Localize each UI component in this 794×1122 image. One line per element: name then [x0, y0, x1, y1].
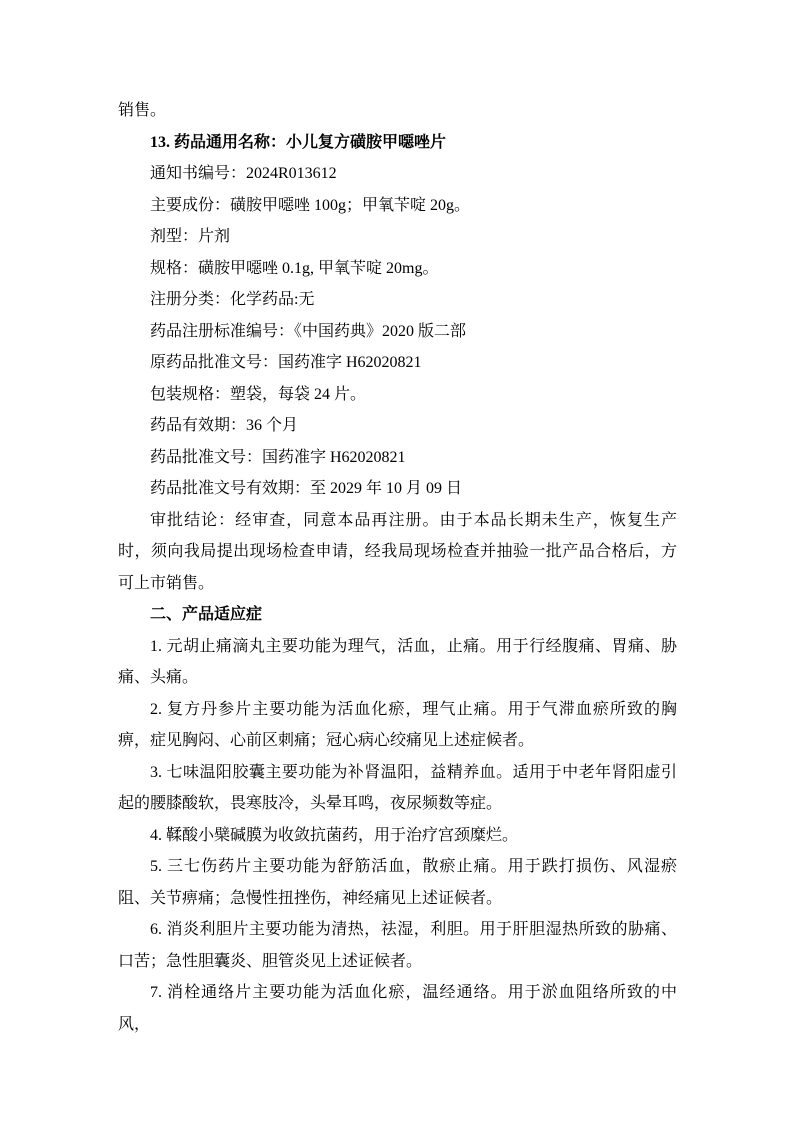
- indication-item-4: 4. 鞣酸小檗碱膜为收敛抗菌药，用于治疗宫颈糜烂。: [150, 826, 519, 844]
- section2-heading-indications: 二、产品适应症: [150, 606, 263, 623]
- field-specification: 规格：磺胺甲噁唑 0.1g, 甲氧苄啶 20mg。: [150, 259, 439, 277]
- field-approval-number: 药品批准文号：国药准字 H62020821: [150, 448, 406, 466]
- field-main-ingredients: 主要成份：磺胺甲噁唑 100g；甲氧苄啶 20g。: [150, 196, 471, 214]
- field-original-approval-number: 原药品批准文号：国药准字 H62020821: [150, 354, 422, 371]
- field-approval-number-validity: 药品批准文号有效期：至 2029 年 10 月 09 日: [150, 480, 463, 497]
- field-dosage-form: 剂型：片剂: [150, 228, 231, 245]
- continuation-line-sale: 销售。: [118, 102, 167, 119]
- indication-item-7: 7. 消栓通络片主要功能为活血化瘀，温经通络。用于淤血阻络所致的中风，: [118, 984, 677, 1033]
- field-drug-validity-period: 药品有效期：36 个月: [150, 417, 299, 434]
- field-package-specification: 包装规格：塑袋，每袋 24 片。: [150, 385, 367, 403]
- field-notice-number: 通知书编号：2024R013612: [150, 165, 337, 182]
- drug13-generic-name-heading: 13. 药品通用名称：小儿复方磺胺甲噁唑片: [150, 133, 447, 151]
- field-registration-category: 注册分类：化学药品:无: [150, 291, 315, 308]
- indication-item-3: 3. 七味温阳胶囊主要功能为补肾温阳，益精养血。适用于中老年肾阳虚引起的腰膝酸软，畏寒肢冷，头晕耳鸣，夜尿频数等症。: [118, 763, 677, 812]
- field-registration-standard-number: 药品注册标准编号：《中国药典》2020 版二部: [150, 322, 467, 340]
- indication-item-5: 5. 三七伤药片主要功能为舒筋活血，散瘀止痛。用于跌打损伤、风湿瘀阻、关节痹痛；急慢性扭挫伤，神经痛见上述证候者。: [118, 858, 677, 907]
- approval-conclusion-paragraph: 审批结论：经审查，同意本品再注册。由于本品长期未生产，恢复生产时，须向我局提出现场检查申请，经我局现场检查并抽验一批产品合格后，方可上市销售。: [118, 511, 677, 592]
- indication-item-1: 1. 元胡止痛滴丸主要功能为理气，活血，止痛。用于行经腹痛、胃痛、胁痛、头痛。: [118, 637, 677, 686]
- indication-item-2: 2. 复方丹参片主要功能为活血化瘀，理气止痛。用于气滞血瘀所致的胸痹，症见胸闷、心前区刺痛；冠心病心绞痛见上述症候者。: [118, 700, 677, 749]
- indication-item-6: 6. 消炎利胆片主要功能为清热，祛湿，利胆。用于肝胆湿热所致的胁痛、口苦；急性胆囊炎、胆管炎见上述证候者。: [118, 921, 677, 970]
